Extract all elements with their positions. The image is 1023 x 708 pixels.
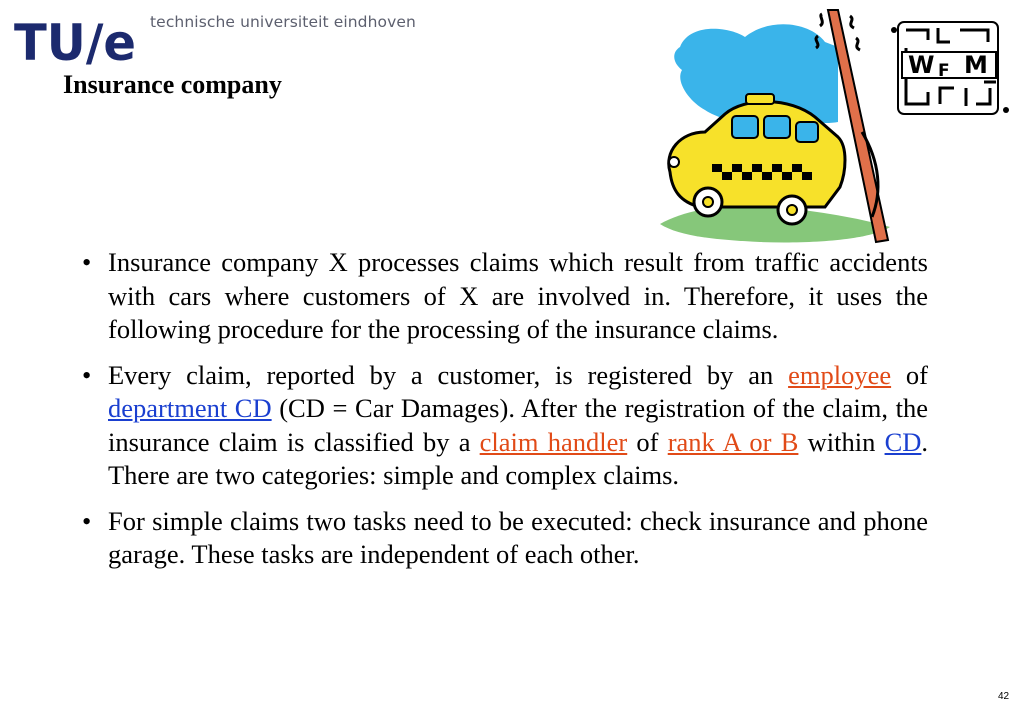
bullet-item-2 [80,359,928,493]
tue-logo-text: TU/e [14,14,136,66]
bullet-text: . There are two categories: simple and complex claims. [108,426,929,490]
link-claim-handler[interactable]: claim handler [479,426,628,457]
tue-logo [14,14,138,66]
link-cd[interactable]: CD [884,426,922,457]
bullet-text: within [798,426,885,457]
page-number: 42 [998,691,1010,702]
bullet-item-3 [80,505,928,572]
slide-title: Insurance company [63,70,282,99]
bullet-item-1 [80,246,928,347]
link-department-cd[interactable]: department CD [108,393,272,423]
wfm-logo-letter-m: M [964,51,988,79]
wfm-logo-letter-f: F [938,61,950,81]
bullet-text: Insurance company X processes claims which result from traffic accidents with cars where customers of X are involved in. Therefore, it uses the following procedure for the processing of the insurance claims. [108,247,928,344]
bullet-text: (CD = Car Damages). After the registration of the claim, the insurance claim is classified by a [108,393,928,457]
link-rank-a-or-b[interactable]: rank A or B [667,426,799,457]
wfm-logo [888,18,1013,118]
bullet-dot: • [82,505,92,536]
link-employee[interactable]: employee [788,359,892,390]
taxi-crash-illustration [650,2,900,246]
bullet-dot: • [82,247,92,277]
bullet-text: of [891,359,929,390]
bullet-list [80,246,928,584]
bullet-text: Every claim, reported by a customer, is registered by an [108,359,789,390]
bullet-text: For simple claims two tasks need to be executed: check insurance and phone garage. These tasks are independent of each other. [108,505,928,569]
bullet-text: of [627,426,668,457]
university-name: technische universiteit eindhoven [150,13,416,31]
wfm-logo-letter-w: W [908,51,935,79]
bullet-dot: • [82,359,92,390]
